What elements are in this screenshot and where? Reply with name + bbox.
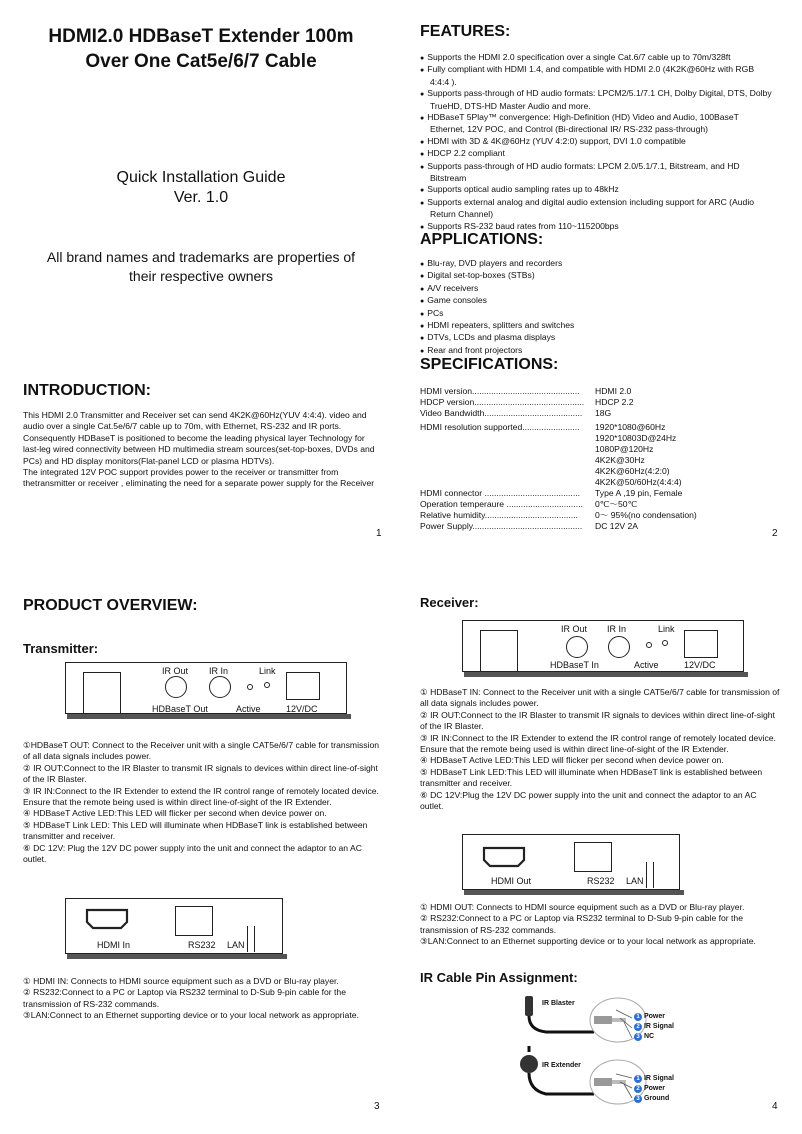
ir-in-label: IR In: [607, 624, 627, 634]
ir-out-port: [566, 636, 588, 658]
table-row: Power Supply.............................................. DC 12V 2A: [420, 521, 638, 531]
list-item: ● Supports RS-232 baud rates from 110~115200bps: [420, 221, 775, 233]
list-item: ② RS232:Connect to a PC or Laptop via RS232 terminal to D-Sub 9-pin cable for the transmission of RS-232 commands.: [420, 913, 743, 935]
pin-number-badge: 2: [634, 1023, 642, 1031]
pin-number-badge: 1: [634, 1013, 642, 1021]
pin-number-badge: 3: [634, 1095, 642, 1103]
rs232-port: [175, 906, 213, 936]
receiver-heading: Receiver:: [420, 595, 479, 610]
list-item: ● Supports pass-through of HD audio formats: LPCM2/5.1/7.1 CH, Dolby Digital, DTS, Dolby TrueHD, DTS-HD Master Audio and more.: [420, 88, 775, 112]
page-number-2: 2: [772, 528, 778, 539]
ir-in-port: [209, 676, 231, 698]
list-item: ①HDBaseT OUT: Connect to the Receiver unit with a single CAT5e/6/7 cable for transmission of all data signals includes power.: [23, 740, 380, 762]
receiver-notes: [420, 687, 780, 812]
list-item: ③LAN:Connect to an Ethernet supporting device or to your local network as appropriate.: [420, 936, 756, 947]
table-row: 4K2K@60Hz(4:2:0): [595, 466, 670, 476]
table-row: 4K2K@30Hz: [595, 455, 645, 465]
list-item: ● Supports external analog and digital audio extension including support for ARC (Audio Return Channel): [420, 197, 775, 221]
table-row: Relative humidity....................................... 0～ 95%(no condensation): [420, 510, 697, 520]
hdmi-out-label: HDMI Out: [491, 876, 532, 886]
list-item: 2 Power: [634, 1084, 674, 1094]
rs232-port: [574, 842, 612, 872]
title-line-2: Over One Cat5e/6/7 Cable: [85, 51, 317, 72]
table-row: 1080P@120Hz: [595, 444, 654, 454]
list-item: 3 NC: [634, 1032, 674, 1042]
device-base-shadow: [464, 890, 684, 895]
device-base-shadow: [67, 714, 351, 719]
list-item: ● Fully compliant with HDMI 1.4, and compatible with HDMI 2.0 (4K2K@60Hz with RGB 4:4:4 ).: [420, 64, 775, 88]
page-number-4: 4: [772, 1101, 778, 1112]
ir-cable-pin-diagram: [516, 990, 696, 1110]
hdbaset-in-label: HDBaseT In: [550, 660, 599, 670]
list-item: ② RS232:Connect to a PC or Laptop via RS232 terminal to D-Sub 9-pin cable for the transmission of RS-232 commands.: [23, 987, 346, 1009]
table-row: HDMI version............................................. HDMI 2.0: [420, 386, 632, 396]
list-item: ● A/V receivers: [420, 283, 775, 295]
lan-port: [646, 862, 654, 888]
list-item: ● DTVs, LCDs and plasma displays: [420, 332, 775, 344]
list-item: ● Rear and front projectors: [420, 345, 775, 357]
transmitter-front-notes: [23, 976, 383, 1022]
rs232-label: RS232: [188, 940, 216, 950]
table-row: 4K2K@50/60Hz(4:4:4): [595, 477, 682, 487]
list-item: ● Digital set-top-boxes (STBs): [420, 270, 775, 282]
specifications-heading: SPECIFICATIONS:: [420, 356, 559, 373]
ir-out-port: [165, 676, 187, 698]
ir-in-label: IR In: [209, 666, 229, 676]
table-row: HDMI resolution supported........................ 1920*1080@60Hz: [420, 422, 666, 432]
trademark-line-1: All brand names and trademarks are properties of: [46, 249, 356, 265]
hdbaset-out-label: HDBaseT Out: [152, 704, 208, 714]
list-item: ● HDMI repeaters, splitters and switches: [420, 320, 775, 332]
table-row: 1920*10803D@24Hz: [595, 433, 677, 443]
device-base-shadow: [464, 672, 748, 677]
link-label: Link: [658, 624, 675, 634]
active-label: Active: [236, 704, 261, 714]
list-item: 3 Ground: [634, 1094, 674, 1104]
list-item: ● HDMI with 3D & 4K@60Hz (YUV 4:2:0) support, DVI 1.0 compatible: [420, 136, 775, 148]
trademark-line-2: their respective owners: [129, 268, 273, 284]
applications-heading: APPLICATIONS:: [420, 231, 544, 248]
list-item: ● HDBaseT 5Play™ convergence: High-Definition (HD) Video and Audio, 100BaseT Ethernet, 12V POC, and Control (Bi-directional IR/ RS-232 pass-through): [420, 112, 775, 136]
list-item: ① HDMI IN: Connects to HDMI source equipment such as a DVD or Blu-ray player.: [23, 976, 339, 986]
introduction-paragraph-2: The integrated 12V POC support provides power to the receiver or transmitter from thetransmitter or receiver , eliminating the need for a separate power supply for the Receiver: [23, 467, 375, 489]
device-base-shadow: [67, 954, 287, 959]
list-item: 1 IR Signal: [634, 1074, 674, 1084]
introduction-paragraph-1: This HDMI 2.0 Transmitter and Receiver set can send 4K2K@60Hz(YUV 4:4:4). video and audio over a single Cat.5e/6/7 cable up to 70m, with Ethernet, RS-232 and IR ports. Consequently HDBaseT is positioned to become the leading physical layer Technology for last-leg wired connectivity between HD multimedia stream sources(set-top-boxes, DVDs and PCs) and HD display monitors(Flat-panel LCD or plasma HDTVs).: [23, 410, 375, 466]
page-number-1: 1: [376, 528, 382, 539]
receiver-front-notes: [420, 902, 780, 948]
list-item: ④ HDBaseT Active LED:This LED will flicker per second when device power on.: [420, 755, 724, 766]
features-heading: FEATURES:: [420, 23, 511, 40]
link-label: Link: [259, 666, 276, 676]
ir-blaster-pins: [634, 1012, 674, 1042]
introduction-heading: INTRODUCTION:: [23, 382, 151, 399]
list-item: ④ HDBaseT Active LED:This LED will flicker per second when device power on.: [23, 808, 327, 819]
ir-out-label: IR Out: [561, 624, 588, 634]
hdmi-port-icon: [85, 908, 129, 930]
hdbaset-in-port: [480, 630, 518, 671]
hdmi-in-label: HDMI In: [97, 940, 131, 950]
lan-label: LAN: [626, 876, 644, 886]
hdmi-port-icon: [482, 846, 526, 868]
list-item: ⑤ HDBaseT Link LED: This LED will illuminate when HDBaseT link is established between transmitter and receiver.: [23, 819, 368, 842]
applications-list: [420, 258, 775, 357]
list-item: ⑥ DC 12V:Plug the 12V DC power supply into the unit and connect the adaptor to an AC outlet.: [420, 789, 757, 812]
table-row: HDMI connector ........................................ Type A ,19 pin, Female: [420, 488, 683, 498]
trademark-notice: [15, 248, 387, 286]
introduction-body: [23, 410, 383, 490]
hdbaset-out-port: [83, 672, 121, 713]
table-row: HDCP version.............................................. HDCP 2.2: [420, 397, 634, 407]
list-item: ② IR OUT:Connect to the IR Blaster to transmit IR signals to devices within direct line-of-sight of the IR Blaster.: [23, 762, 378, 785]
dc-power-port: [684, 630, 718, 658]
guide-line-1: Quick Installation Guide: [116, 169, 286, 186]
page-number-3: 3: [374, 1101, 380, 1112]
pin-number-badge: 1: [634, 1075, 642, 1083]
list-item: ⑥ DC 12V: Plug the 12V DC power supply into the unit and connect the adaptor to an AC outlet.: [23, 842, 362, 865]
table-row: Operation temperaure ................................ 0℃～50℃: [420, 499, 638, 509]
transmitter-rear-panel: [65, 662, 351, 720]
rs232-label: RS232: [587, 876, 615, 886]
list-item: ① HDBaseT IN: Connect to the Receiver unit with a single CAT5e/6/7 cable for transmission of all data signals includes power.: [420, 687, 780, 709]
link-led: [264, 682, 270, 688]
transmitter-notes: [23, 740, 383, 865]
list-item: ● Blu-ray, DVD players and recorders: [420, 258, 775, 270]
pin-number-badge: 2: [634, 1085, 642, 1093]
active-led: [247, 684, 253, 690]
list-item: ③ IR IN:Connect to the IR Extender to extend the IR control range of remotely located device. Ensure that the remote being used is within direct line-of-sight of the IR Extender.: [23, 785, 379, 808]
list-item: 2 IR Signal: [634, 1022, 674, 1032]
ir-out-label: IR Out: [162, 666, 189, 676]
features-list: [420, 52, 775, 233]
ir-blaster-label: IR Blaster: [542, 1000, 575, 1007]
list-item: 1 Power: [634, 1012, 674, 1022]
ir-in-port: [608, 636, 630, 658]
list-item: ⑤ HDBaseT Link LED:This LED will illuminate when HDBaseT link is established between transmitter and receiver.: [420, 766, 763, 789]
list-item: ③LAN:Connect to an Ethernet supporting device or to your local network as appropriate.: [23, 1010, 359, 1021]
transmitter-front-panel: [65, 898, 287, 960]
link-led: [662, 640, 668, 646]
list-item: ① HDMI OUT: Connects to HDMI source equipment such as a DVD or Blu-ray player.: [420, 902, 745, 912]
list-item: ③ IR IN:Connect to the IR Extender to extend the IR control range of remotely located device. Ensure that the remote being used is within direct line-of-sight of the IR Extender.: [420, 732, 776, 755]
guide-version: Ver. 1.0: [173, 189, 229, 206]
product-overview-heading: PRODUCT OVERVIEW:: [23, 597, 198, 614]
transmitter-heading: Transmitter:: [23, 641, 99, 656]
table-row: Video Bandwidth......................................... 18G: [420, 408, 612, 418]
list-item: ● PCs: [420, 308, 775, 320]
guide-subtitle: [15, 168, 387, 208]
lan-port: [247, 926, 255, 952]
dc-power-port: [286, 672, 320, 700]
ir-cable-pin-heading: IR Cable Pin Assignment:: [420, 970, 578, 985]
list-item: ● HDCP 2.2 compliant: [420, 148, 775, 160]
ir-extender-label: IR Extender: [542, 1062, 581, 1069]
list-item: ● Game consoles: [420, 295, 775, 307]
list-item: ● Supports optical audio sampling rates up to 48kHz: [420, 184, 775, 196]
dc-label: 12V/DC: [684, 660, 716, 670]
active-label: Active: [634, 660, 659, 670]
ir-extender-pins: [634, 1074, 674, 1104]
list-item: ② IR OUT:Connect to the IR Blaster to transmit IR signals to devices within direct line-of-sight of the IR Blaster.: [420, 709, 775, 732]
receiver-front-panel: [462, 834, 684, 896]
pin-number-badge: 3: [634, 1033, 642, 1041]
specifications-table: [420, 386, 780, 532]
title-line-1: HDMI2.0 HDBaseT Extender 100m: [48, 26, 354, 47]
list-item: ● Supports pass-through of HD audio formats: LPCM 2.0/5.1/7.1, Bitstream, and HD Bitstream: [420, 161, 775, 185]
active-led: [646, 642, 652, 648]
receiver-rear-panel: [462, 620, 748, 678]
dc-label: 12V/DC: [286, 704, 318, 714]
document-title: [15, 24, 387, 74]
list-item: ● Supports the HDMI 2.0 specification over a single Cat.6/7 cable up to 70m/328ft: [420, 52, 775, 64]
lan-label: LAN: [227, 940, 245, 950]
